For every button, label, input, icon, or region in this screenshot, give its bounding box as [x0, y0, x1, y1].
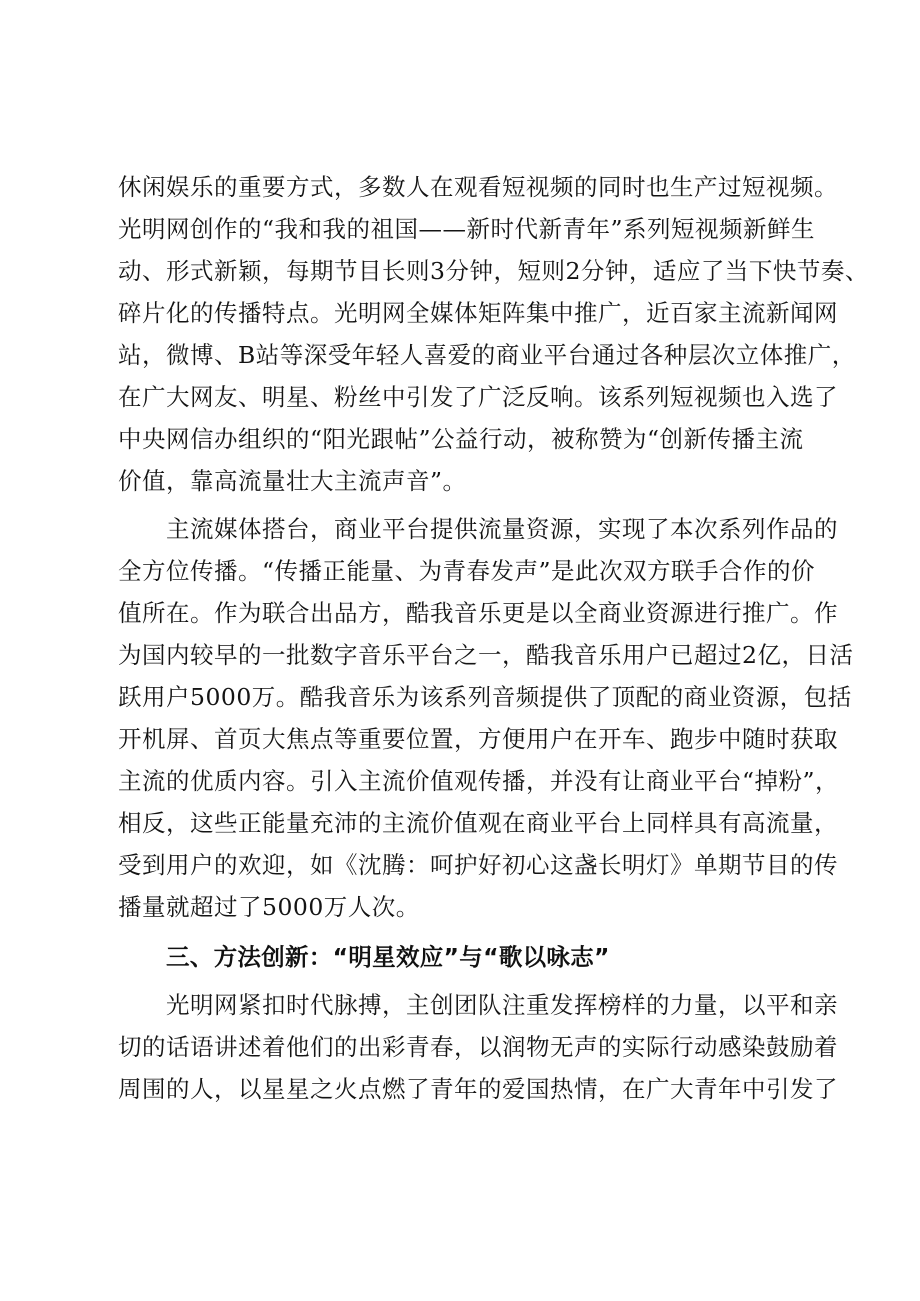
- paragraph-line: 中央网信办组织的“阳光跟帖”公益行动，被称赞为“创新传播主流: [118, 425, 804, 453]
- paragraph-line: 动、形式新颖，每期节目长则3分钟，短则2分钟，适应了当下快节奏、: [118, 257, 869, 285]
- paragraph-line: 值所在。作为联合出品方，酷我音乐更是以全商业资源进行推广。作: [118, 599, 838, 627]
- paragraph-line: 站，微博、B站等深受年轻人喜爱的商业平台通过各种层次立体推广，: [118, 341, 856, 369]
- paragraph-line: 为国内较早的一批数字音乐平台之一，酷我音乐用户已超过2亿，日活: [118, 641, 854, 669]
- paragraph-line: 在广大网友、明星、粉丝中引发了广泛反响。该系列短视频也入选了: [118, 383, 838, 411]
- paragraph-line: 主流媒体搭台，商业平台提供流量资源，实现了本次系列作品的: [166, 515, 838, 543]
- paragraph-line: 主流的优质内容。引入主流价值观传播，并没有让商业平台“掉粉”，: [118, 767, 840, 795]
- paragraph-line: 全方位传播。“传播正能量、为青春发声”是此次双方联手合作的价: [118, 557, 816, 585]
- paragraph-line: 开机屏、首页大焦点等重要位置，方便用户在开车、跑步中随时获取: [118, 725, 838, 753]
- paragraph-line: 播量就超过了5000万人次。: [118, 893, 420, 921]
- paragraph-line: 价值，靠高流量壮大主流声音”。: [118, 467, 467, 495]
- paragraph-line: 相反，这些正能量充沛的主流价值观在商业平台上同样具有高流量，: [118, 809, 838, 837]
- paragraph-line: 跃用户5000万。酷我音乐为该系列音频提供了顶配的商业资源，包括: [118, 683, 852, 711]
- paragraph-line: 光明网创作的“我和我的祖国——新时代新青年”系列短视频新鲜生: [118, 215, 816, 243]
- paragraph-line: 碎片化的传播特点。光明网全媒体矩阵集中推广，近百家主流新闻网: [118, 299, 838, 327]
- paragraph-line: 周围的人，以星星之火点燃了青年的爱国热情，在广大青年中引发了: [118, 1075, 838, 1103]
- section-heading: 三、方法创新：“明星效应”与“歌以咏志”: [166, 943, 610, 971]
- paragraph-line: 切的话语讲述着他们的出彩青春，以润物无声的实际行动感染鼓励着: [118, 1033, 838, 1061]
- paragraph-line: 受到用户的欢迎，如《沈腾：呵护好初心这盏长明灯》单期节目的传: [118, 851, 838, 879]
- paragraph-line: 休闲娱乐的重要方式，多数人在观看短视频的同时也生产过短视频。: [118, 173, 838, 201]
- paragraph-line: 光明网紧扣时代脉搏，主创团队注重发挥榜样的力量，以平和亲: [166, 991, 838, 1019]
